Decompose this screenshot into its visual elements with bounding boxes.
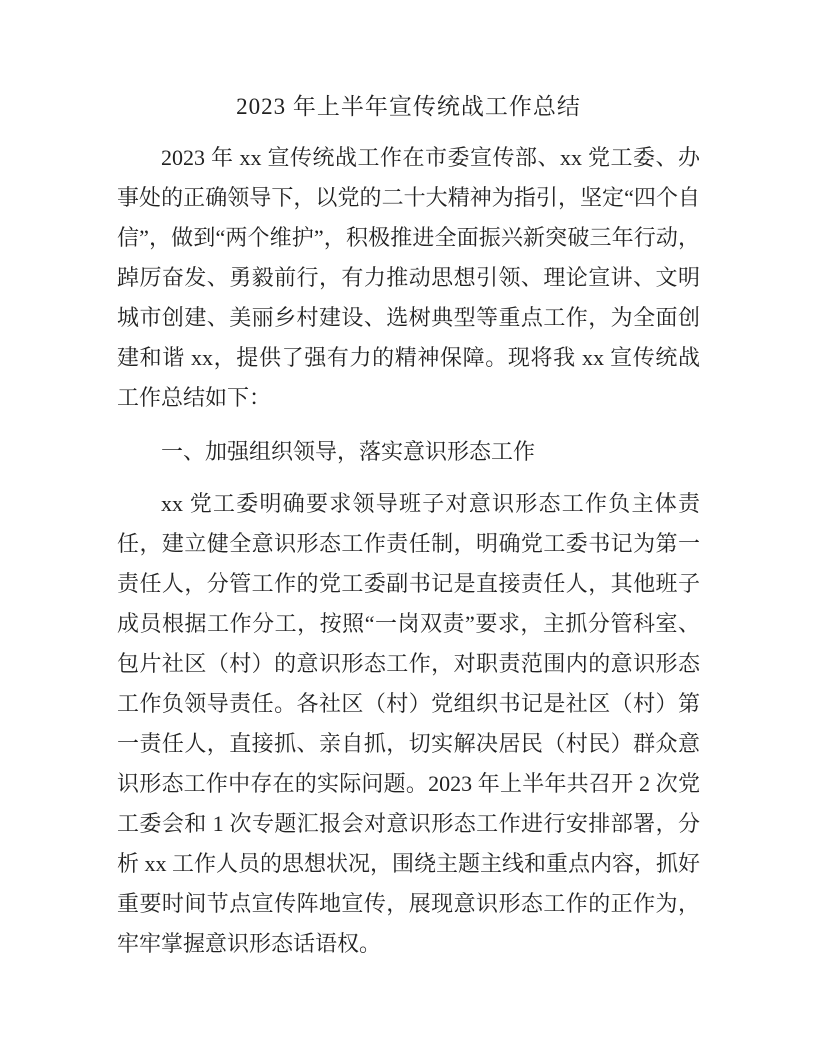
paragraph-section-1-body: xx 党工委明确要求领导班子对意识形态工作负主体责任，建立健全意识形态工作责任制，明确党工委书记为第一责任人，分管工作的党工委副书记是直接责任人，其他班子成员根据工作分工，按照“一岗双责”要求，主抓分管科室、包片社区（村）的意识形态工作，对职责范围内的意识形态工作负领导责任。各社区（村）党组织书记是社区（村）第一责任人，直接抓、亲自抓，切实解决居民（村民）群众意识形态工作中存在的实际问题。2023 年上半年共召开 2 次党工委会和 1 次专题汇报会对意识形态工作进行安排部署，分析 xx 工作人员的思想状况，围绕主题主线和重点内容，抓好重要时间节点宣传阵地宣传，展现意识形态工作的正作为，牢牢掌握意识形态话语权。 <box>117 491 701 956</box>
section-heading-1: 一、加强组织领导，落实意识形态工作 <box>161 439 536 464</box>
paragraph-intro: 2023 年 xx 宣传统战工作在市委宣传部、xx 党工委、办事处的正确领导下，以党的二十大精神为指引，坚定“四个自信”，做到“两个维护”，积极推进全面振兴新突破三年行动，踔厉奋发、勇毅前行，有力推动思想引领、理论宣讲、文明城市创建、美丽乡村建设、选树典型等重点工作，为全面创建和谐 xx，提供了强有力的精神保障。现将我 xx 宣传统战工作总结如下： <box>117 145 700 410</box>
document-title: 2023 年上半年宣传统战工作总结 <box>236 94 581 119</box>
